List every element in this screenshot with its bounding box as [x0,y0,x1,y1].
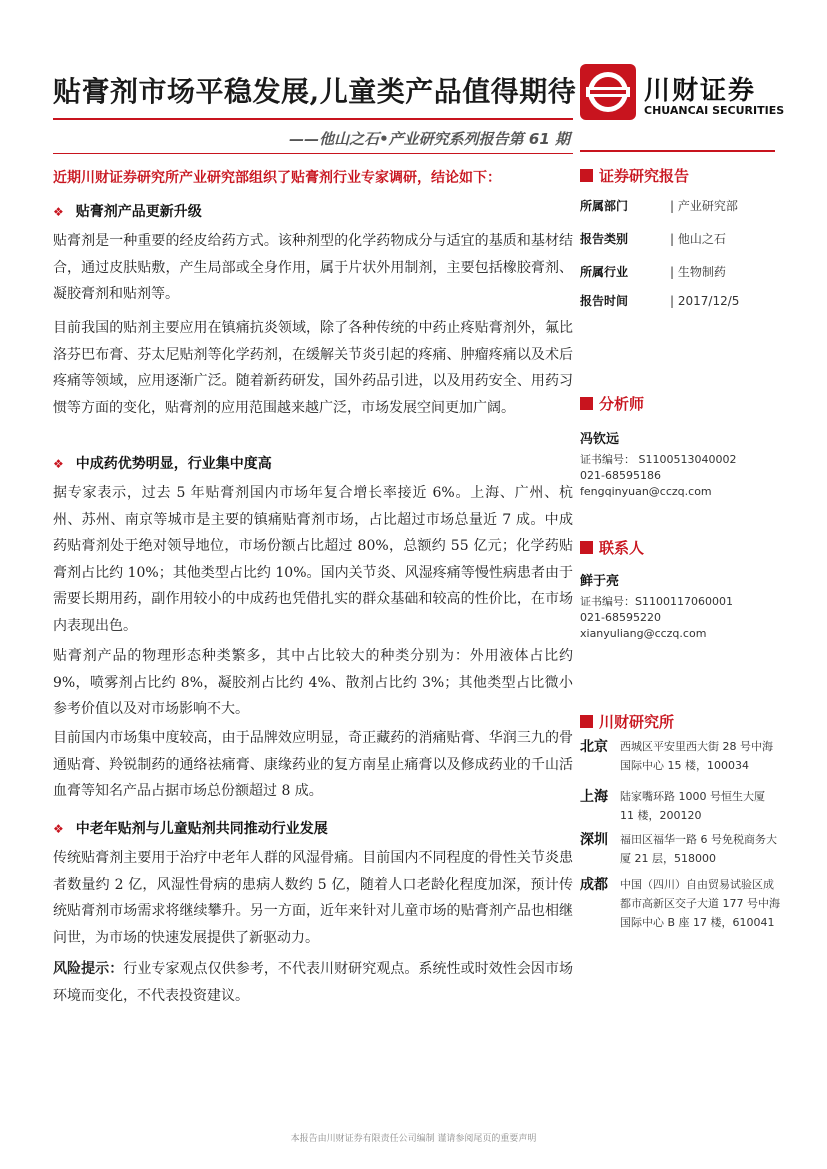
contact-name: 鲜于亮 [580,574,620,589]
contact-cert: 证书编号：S1100117060001 [580,595,733,608]
company-logo [580,64,785,124]
sidebar-divider [580,150,775,152]
report-series: ——他山之石•产业研究系列报告第 61 期 [289,130,570,148]
analyst-heading: 分析师 [580,393,644,414]
analyst-phone: 021-68595186 [580,469,661,482]
office-address: 西城区平安里西大街 28 号中海国际中心 15 楼，100034 [620,740,773,772]
logo-english-name: CHUANCAI SECURITIES [644,104,785,117]
analyst-email[interactable]: fengqinyuan@cczq.com [580,485,712,498]
info-row-date: 报告时间 | 2017/12/5 [580,294,740,308]
contact-heading: 联系人 [580,537,644,558]
office-city: 上海 [580,789,608,805]
office-address: 福田区福华一路 6 号免税商务大厦 21 层，518000 [620,833,777,865]
analyst-cert: 证书编号： S1100513040002 [580,453,737,466]
contact-phone: 021-68595220 [580,611,661,624]
office-city: 深圳 [580,832,608,848]
analyst-card [580,432,736,500]
section-heading: ❖ 中老年贴剂与儿童贴剂共同推动行业发展 [53,821,328,837]
page-footer: 本报告由川财证券有限责任公司编制 谨请参阅尾页的重要声明 [290,1134,537,1144]
diamond-bullet-icon: ❖ [53,457,64,471]
contact-email[interactable]: xianyuliang@cczq.com [580,627,707,640]
office-address: 陆家嘴环路 1000 号恒生大厦 11 楼，200120 [620,790,765,822]
paragraph: 传统贴膏剂主要用于治疗中老年人群的风湿骨痛。目前国内不同程度的骨性关节炎患者数量约 2 亿，风湿性骨病的患病人数约 5 亿，随着人口老龄化程度加深，预计传统贴膏剂市场需求将继续攀升。另一方面，近年来针对儿童市场的贴膏剂产品也相继问世，为市场的快速发展提供了新驱动力。 [53,850,573,946]
paragraph: 目前我国的贴剂主要应用在镇痛抗炎领域，除了各种传统的中药止疼贴膏剂外，氟比洛芬巴布膏、芬太尼贴剂等化学药剂，在缓解关节炎引起的疼痛、肿瘤疼痛以及术后疼痛等领域，应用逐渐广泛。随着新药研发，国外药品引进，以及用药安全、用药习惯等方面的变化，贴膏剂的应用范围越来越广泛，市场发展空间更加广阔。 [53,320,573,416]
paragraph: 贴膏剂是一种重要的经皮给药方式。该种剂型的化学药物成分与适宜的基质和基材结合，通过皮肤贴敷，产生局部或全身作用，属于片状外用制剂，主要包括橡胶膏剂、凝胶膏剂和贴剂等。 [53,233,573,302]
risk-warning [53,956,573,1009]
section-heading: ❖ 中成药优势明显，行业集中度高 [53,456,272,472]
diamond-bullet-icon: ❖ [53,822,64,836]
section-heading: ❖ 贴膏剂产品更新升级 [53,204,202,220]
square-bullet-icon [580,397,593,410]
square-bullet-icon [580,715,593,728]
logo-chinese-name: 川财证券 [644,76,757,106]
institute-heading: 川财研究所 [580,711,674,732]
report-type-heading: 证券研究报告 [580,165,689,186]
info-row-industry: 所属行业 | 生物制药 [580,265,726,279]
risk-label: 风险提示： [53,961,124,977]
contact-card [580,574,733,642]
main-divider [53,153,573,154]
paragraph: 据专家表示，过去 5 年贴膏剂国内市场年复合增长率接近 6%。上海、广州、杭州、苏州、南京等城市是主要的镇痛贴膏剂市场，占比超过市场总量近 7 成。中成药贴膏剂处于绝对领导地位，市场份额占比超过 80%，总额约 55 亿元；化学药贴膏剂占比约 10%；其他类型占比约 10%。国内关节炎、风湿疼痛等慢性病患者由于需要长期用药，副作用较小的中成药也凭借扎实的群众基础和较高的性价比，在市场内表现出色。 [53,485,573,634]
risk-text: 行业专家观点仅供参考，不代表川财研究观点。系统性或时效性会因市场环境而变化，不代表投资建议。 [53,961,574,1004]
diamond-bullet-icon: ❖ [53,205,64,219]
intro-summary: 近期川财证券研究所产业研究部组织了贴膏剂行业专家调研，结论如下： [53,170,501,186]
square-bullet-icon [580,541,593,554]
office-address: 中国（四川）自由贸易试验区成都市高新区交子大道 177 号中海国际中心 B 座 17 楼，610041 [620,878,780,929]
chuancai-logo-icon [580,64,636,120]
paragraph: 目前国内市场集中度较高，由于品牌效应明显，奇正藏药的消痛贴膏、华润三九的骨通贴膏、羚锐制药的通络祛痛膏、康缘药业的复方南星止痛膏以及修成药业的千山活血膏等知名产品占据市场总份额超过 8 成。 [53,730,573,799]
square-bullet-icon [580,169,593,182]
report-title: 贴膏剂市场平稳发展,儿童类产品值得期待 [53,75,577,108]
paragraph: 贴膏剂产品的物理形态种类繁多，其中占比较大的种类分别为：外用液体占比约 9%，喷雾剂占比约 8%，凝胶剂占比约 4%、散剂占比约 3%；其他类型占比微小参考价值以及对市场影响不大。 [53,648,573,717]
info-row-department: 所属部门 | 产业研究部 [580,199,738,213]
office-city: 成都 [580,877,608,893]
analyst-name: 冯钦远 [580,432,620,447]
header-divider [53,118,573,120]
info-row-category: 报告类别 | 他山之石 [580,232,726,246]
office-city: 北京 [580,739,608,755]
